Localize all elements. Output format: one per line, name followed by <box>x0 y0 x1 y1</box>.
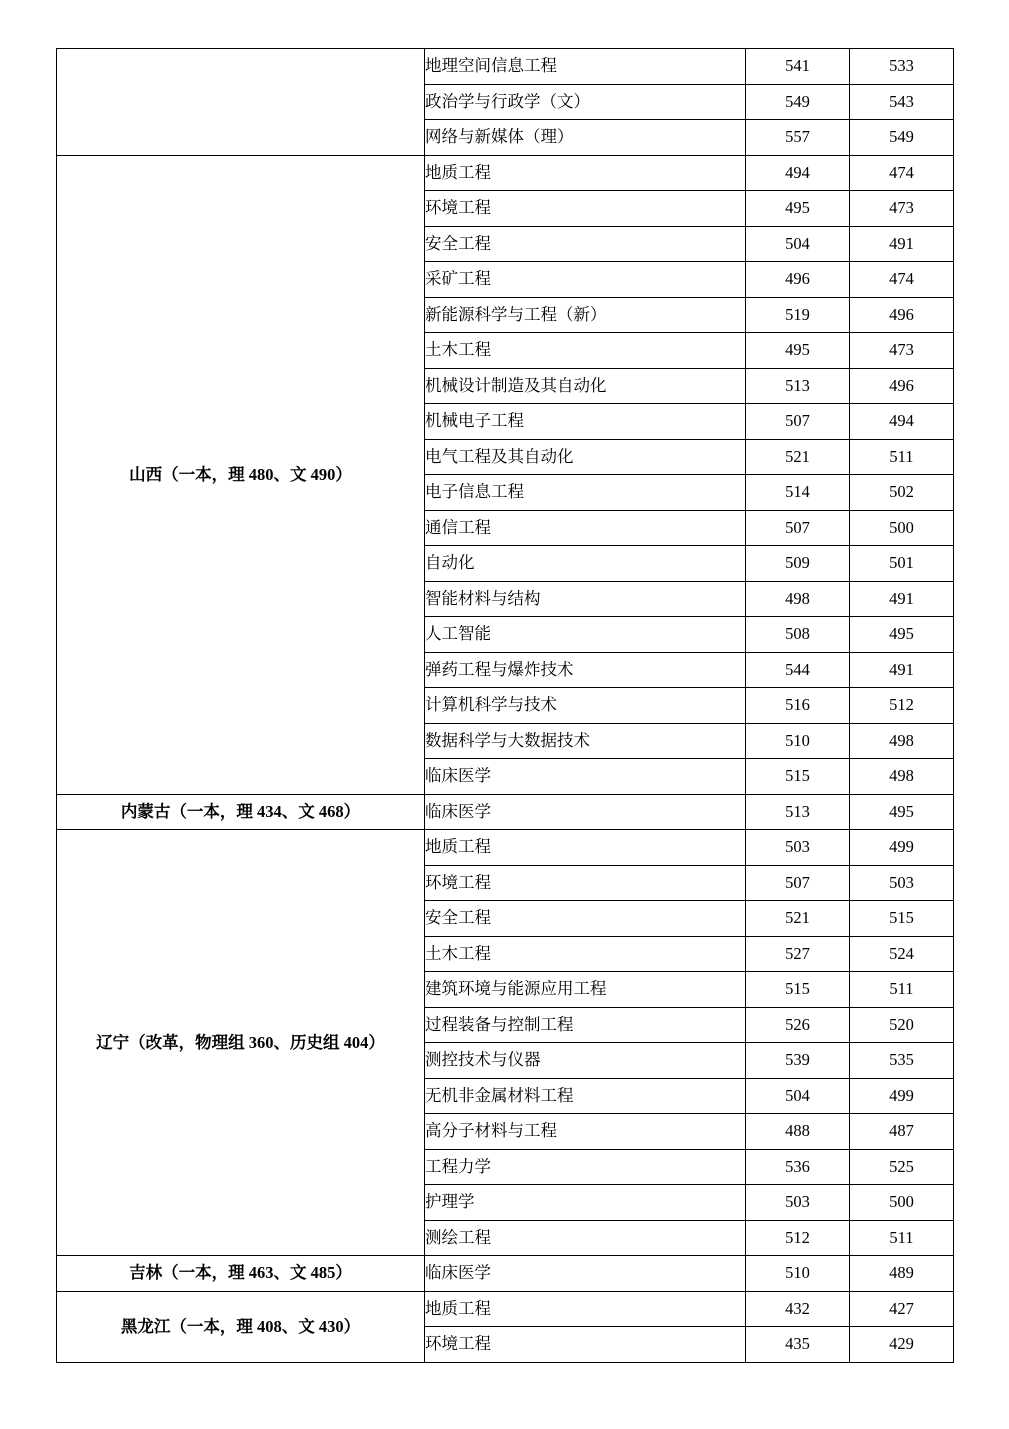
lowest-score-cell: 501 <box>850 546 954 582</box>
highest-score-cell: 536 <box>746 1149 850 1185</box>
major-cell: 护理学 <box>425 1185 746 1221</box>
major-cell: 安全工程 <box>425 226 746 262</box>
lowest-score-cell: 511 <box>850 1220 954 1256</box>
major-cell: 临床医学 <box>425 759 746 795</box>
major-cell: 计算机科学与技术 <box>425 688 746 724</box>
major-cell: 临床医学 <box>425 794 746 830</box>
highest-score-cell: 496 <box>746 262 850 298</box>
lowest-score-cell: 511 <box>850 439 954 475</box>
lowest-score-cell: 500 <box>850 510 954 546</box>
highest-score-cell: 516 <box>746 688 850 724</box>
highest-score-cell: 488 <box>746 1114 850 1150</box>
highest-score-cell: 432 <box>746 1291 850 1327</box>
region-cell: 山西（一本，理 480、文 490） <box>57 155 425 794</box>
table-row <box>57 155 954 191</box>
major-cell: 土木工程 <box>425 333 746 369</box>
major-cell: 测控技术与仪器 <box>425 1043 746 1079</box>
major-cell: 网络与新媒体（理） <box>425 120 746 156</box>
lowest-score-cell: 489 <box>850 1256 954 1292</box>
lowest-score-cell: 543 <box>850 84 954 120</box>
highest-score-cell: 549 <box>746 84 850 120</box>
highest-score-cell: 513 <box>746 368 850 404</box>
lowest-score-cell: 495 <box>850 794 954 830</box>
major-cell: 过程装备与控制工程 <box>425 1007 746 1043</box>
lowest-score-cell: 500 <box>850 1185 954 1221</box>
highest-score-cell: 507 <box>746 404 850 440</box>
highest-score-cell: 498 <box>746 581 850 617</box>
lowest-score-cell: 535 <box>850 1043 954 1079</box>
table-row <box>57 49 954 85</box>
major-cell: 机械电子工程 <box>425 404 746 440</box>
major-cell: 政治学与行政学（文） <box>425 84 746 120</box>
lowest-score-cell: 515 <box>850 901 954 937</box>
lowest-score-cell: 474 <box>850 262 954 298</box>
major-cell: 临床医学 <box>425 1256 746 1292</box>
table-body <box>57 49 954 1363</box>
major-cell: 地质工程 <box>425 155 746 191</box>
major-cell: 采矿工程 <box>425 262 746 298</box>
lowest-score-cell: 503 <box>850 865 954 901</box>
lowest-score-cell: 487 <box>850 1114 954 1150</box>
lowest-score-cell: 525 <box>850 1149 954 1185</box>
highest-score-cell: 539 <box>746 1043 850 1079</box>
highest-score-cell: 494 <box>746 155 850 191</box>
major-cell: 弹药工程与爆炸技术 <box>425 652 746 688</box>
lowest-score-cell: 473 <box>850 333 954 369</box>
lowest-score-cell: 498 <box>850 759 954 795</box>
highest-score-cell: 510 <box>746 1256 850 1292</box>
lowest-score-cell: 499 <box>850 1078 954 1114</box>
major-cell: 地理空间信息工程 <box>425 49 746 85</box>
table-row <box>57 1256 954 1292</box>
highest-score-cell: 521 <box>746 439 850 475</box>
major-cell: 工程力学 <box>425 1149 746 1185</box>
major-cell: 高分子材料与工程 <box>425 1114 746 1150</box>
highest-score-cell: 503 <box>746 1185 850 1221</box>
highest-score-cell: 435 <box>746 1327 850 1363</box>
lowest-score-cell: 549 <box>850 120 954 156</box>
highest-score-cell: 503 <box>746 830 850 866</box>
major-cell: 建筑环境与能源应用工程 <box>425 972 746 1008</box>
highest-score-cell: 508 <box>746 617 850 653</box>
major-cell: 安全工程 <box>425 901 746 937</box>
highest-score-cell: 509 <box>746 546 850 582</box>
lowest-score-cell: 474 <box>850 155 954 191</box>
major-cell: 无机非金属材料工程 <box>425 1078 746 1114</box>
major-cell: 人工智能 <box>425 617 746 653</box>
highest-score-cell: 544 <box>746 652 850 688</box>
highest-score-cell: 512 <box>746 1220 850 1256</box>
lowest-score-cell: 491 <box>850 581 954 617</box>
major-cell: 智能材料与结构 <box>425 581 746 617</box>
lowest-score-cell: 495 <box>850 617 954 653</box>
major-cell: 数据科学与大数据技术 <box>425 723 746 759</box>
major-cell: 测绘工程 <box>425 1220 746 1256</box>
highest-score-cell: 504 <box>746 226 850 262</box>
table-row <box>57 794 954 830</box>
highest-score-cell: 521 <box>746 901 850 937</box>
region-cell <box>57 49 425 156</box>
lowest-score-cell: 499 <box>850 830 954 866</box>
major-cell: 土木工程 <box>425 936 746 972</box>
major-cell: 电子信息工程 <box>425 475 746 511</box>
lowest-score-cell: 511 <box>850 972 954 1008</box>
highest-score-cell: 507 <box>746 510 850 546</box>
lowest-score-cell: 524 <box>850 936 954 972</box>
highest-score-cell: 495 <box>746 333 850 369</box>
major-cell: 环境工程 <box>425 865 746 901</box>
highest-score-cell: 495 <box>746 191 850 227</box>
highest-score-cell: 507 <box>746 865 850 901</box>
highest-score-cell: 519 <box>746 297 850 333</box>
major-cell: 新能源科学与工程（新） <box>425 297 746 333</box>
lowest-score-cell: 491 <box>850 226 954 262</box>
lowest-score-cell: 512 <box>850 688 954 724</box>
highest-score-cell: 514 <box>746 475 850 511</box>
table-row <box>57 830 954 866</box>
lowest-score-cell: 427 <box>850 1291 954 1327</box>
highest-score-cell: 510 <box>746 723 850 759</box>
lowest-score-cell: 502 <box>850 475 954 511</box>
major-cell: 环境工程 <box>425 1327 746 1363</box>
major-cell: 自动化 <box>425 546 746 582</box>
lowest-score-cell: 429 <box>850 1327 954 1363</box>
lowest-score-cell: 473 <box>850 191 954 227</box>
highest-score-cell: 527 <box>746 936 850 972</box>
highest-score-cell: 526 <box>746 1007 850 1043</box>
highest-score-cell: 515 <box>746 759 850 795</box>
lowest-score-cell: 498 <box>850 723 954 759</box>
lowest-score-cell: 533 <box>850 49 954 85</box>
highest-score-cell: 513 <box>746 794 850 830</box>
major-cell: 通信工程 <box>425 510 746 546</box>
highest-score-cell: 557 <box>746 120 850 156</box>
region-cell: 辽宁（改革，物理组 360、历史组 404） <box>57 830 425 1256</box>
major-cell: 机械设计制造及其自动化 <box>425 368 746 404</box>
lowest-score-cell: 496 <box>850 368 954 404</box>
region-cell: 吉林（一本，理 463、文 485） <box>57 1256 425 1292</box>
lowest-score-cell: 496 <box>850 297 954 333</box>
highest-score-cell: 515 <box>746 972 850 1008</box>
major-cell: 电气工程及其自动化 <box>425 439 746 475</box>
lowest-score-cell: 520 <box>850 1007 954 1043</box>
region-cell: 内蒙古（一本，理 434、文 468） <box>57 794 425 830</box>
admission-score-table <box>56 48 954 1363</box>
major-cell: 地质工程 <box>425 1291 746 1327</box>
major-cell: 环境工程 <box>425 191 746 227</box>
highest-score-cell: 504 <box>746 1078 850 1114</box>
lowest-score-cell: 494 <box>850 404 954 440</box>
highest-score-cell: 541 <box>746 49 850 85</box>
table-row <box>57 1291 954 1327</box>
major-cell: 地质工程 <box>425 830 746 866</box>
lowest-score-cell: 491 <box>850 652 954 688</box>
region-cell: 黑龙江（一本，理 408、文 430） <box>57 1291 425 1362</box>
